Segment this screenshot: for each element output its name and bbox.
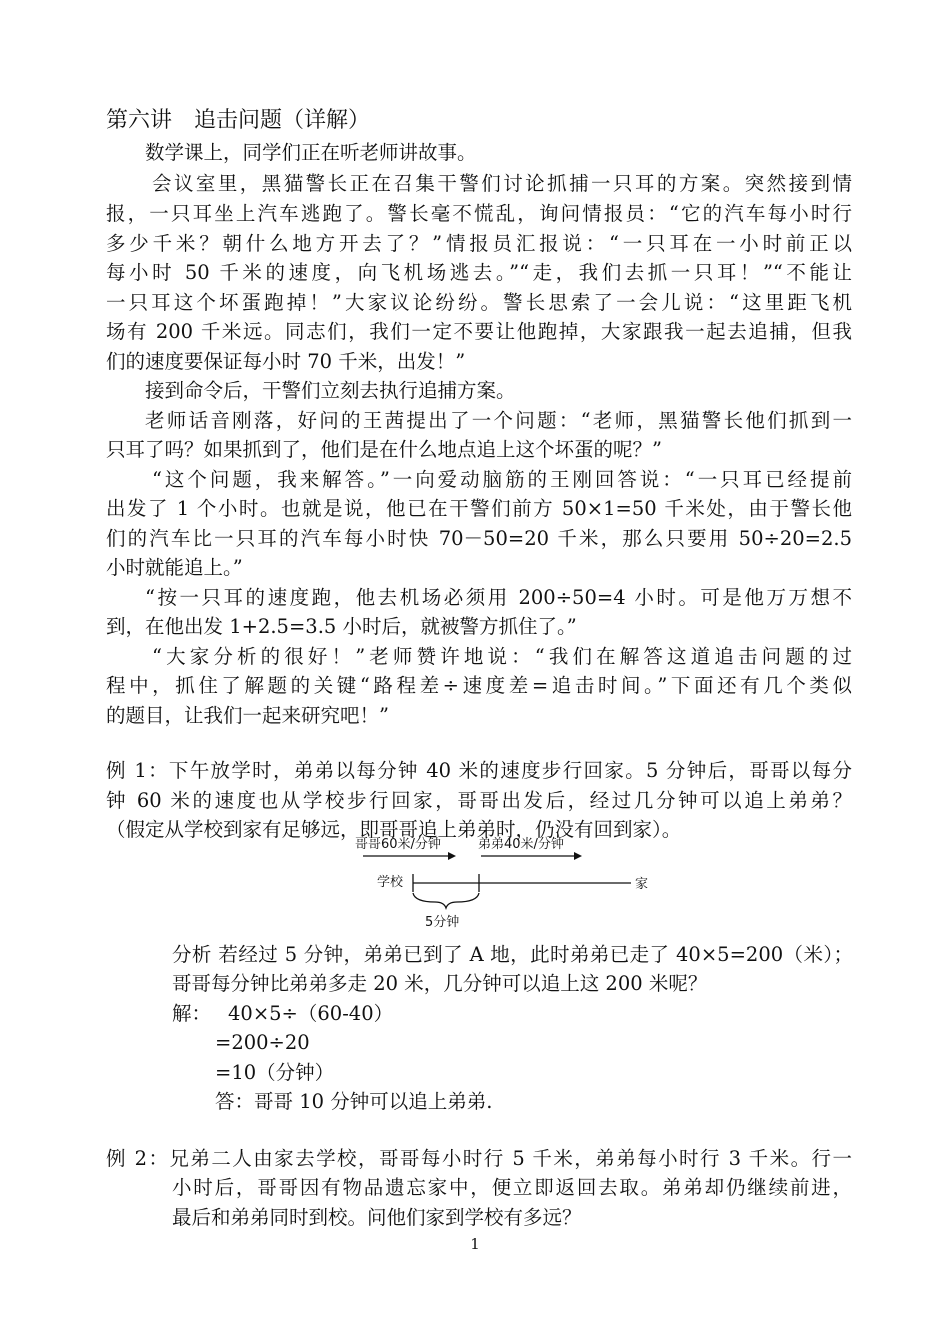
paragraph-line: “大家分析的很好！”老师赞许地说：“我们在解答这道追击问题的过	[152, 645, 852, 668]
brother-speed-label: 哥哥60米/分钟	[355, 837, 441, 852]
solution-label: 解：	[172, 1002, 212, 1025]
example-1-line: 钟 60 米的速度也从学校步行回家，哥哥出发后，经过几分钟可以追上弟弟？	[106, 789, 852, 812]
page-title: 第六讲 追击问题（详解）	[106, 108, 371, 133]
younger-speed-label: 弟弟40米/分钟	[478, 837, 564, 852]
paragraph-line: 场有 200 千米远。同志们，我们一定不要让他跑掉，大家跟我一起去追捕，但我	[106, 320, 852, 343]
analysis-line: 分析 若经过 5 分钟，弟弟已到了 A 地，此时弟弟已走了 40×5=200（米）；	[172, 943, 853, 966]
page-number: 1	[470, 1235, 480, 1253]
paragraph-line: 程中，抓住了解题的关键“路程差÷速度差=追击时间。”下面还有几个类似	[106, 674, 852, 697]
home-label: 家	[635, 877, 649, 892]
example-2-line: 最后和弟弟同时到校。问他们家到学校有多远？	[172, 1206, 582, 1229]
solution-step: =200÷20	[215, 1031, 310, 1054]
example-2-line: 例 2：兄弟二人由家去学校，哥哥每小时行 5 千米，弟弟每小时行 3 千米。行一	[106, 1147, 852, 1170]
brother-arrowhead	[448, 852, 456, 860]
paragraph-line: 数学课上，同学们正在听老师讲故事。	[145, 141, 477, 164]
chase-diagram	[355, 830, 655, 935]
solution-step: =10（分钟）	[215, 1061, 335, 1084]
paragraph-line: 报，一只耳坐上汽车逃跑了。警长毫不慌乱，询问情报员：“它的汽车每小时行	[106, 202, 852, 225]
paragraph-line: 接到命令后，干警们立刻去执行追捕方案。	[145, 379, 516, 402]
gap-label: 5分钟	[425, 915, 460, 930]
solution-step: 40×5÷（60-40）	[228, 1002, 394, 1025]
paragraph-line: 一只耳这个坏蛋跑掉！”大家议论纷纷。警长思索了一会儿说：“这里距飞机	[106, 291, 852, 314]
paragraph-line: 小时就能追上。”	[106, 556, 243, 579]
paragraph-line: “这个问题，我来解答。”一向爱动脑筋的王刚回答说：“一只耳已经提前	[152, 468, 852, 491]
answer-line: 答：哥哥 10 分钟可以追上弟弟.	[215, 1090, 493, 1113]
paragraph-line: 只耳了吗？如果抓到了，他们是在什么地点追上这个坏蛋的呢？”	[106, 438, 662, 461]
paragraph-line: 多少千米？朝什么地方开去了？”情报员汇报说：“一只耳在一小时前正以	[106, 232, 852, 255]
gap-brace	[413, 893, 479, 908]
paragraph-line: 的题目，让我们一起来研究吧！”	[106, 704, 389, 727]
example-2-line: 小时后，哥哥因有物品遗忘家中，便立即返回去取。弟弟却仍继续前进，	[172, 1176, 852, 1199]
example-1-line: 例 1：下午放学时，弟弟以每分钟 40 米的速度步行回家。5 分钟后，哥哥以每分	[106, 759, 852, 782]
paragraph-line: 每小时 50 千米的速度，向飞机场逃去。”“走，我们去抓一只耳！”“不能让	[106, 261, 852, 284]
paragraph-line: 们的汽车比一只耳的汽车每小时快 70－50=20 千米，那么只要用 50÷20=2.5	[106, 527, 852, 550]
paragraph-line: “按一只耳的速度跑，他去机场必须用 200÷50=4 小时。可是他万万想不	[145, 586, 852, 609]
school-label: 学校	[377, 875, 404, 890]
analysis-line: 哥哥每分钟比弟弟多走 20 米，几分钟可以追上这 200 米呢？	[172, 972, 708, 995]
paragraph-line: 老师话音刚落，好问的王茜提出了一个问题：“老师，黑猫警长他们抓到一	[145, 409, 852, 432]
paragraph-line: 出发了 1 个小时。也就是说，他已在干警们前方 50×1=50 千米处，由于警长他	[106, 497, 852, 520]
younger-arrowhead	[574, 852, 582, 860]
example-1-line: （假定从学校到家有足够远，即哥哥追上弟弟时，仍没有回到家）。	[106, 818, 682, 841]
paragraph-line: 到，在他出发 1+2.5=3.5 小时后，就被警方抓住了。”	[106, 615, 577, 638]
paragraph-line: 会议室里，黑猫警长正在召集干警们讨论抓捕一只耳的方案。突然接到情	[152, 172, 852, 195]
paragraph-line: 们的速度要保证每小时 70 千米，出发！”	[106, 350, 466, 373]
